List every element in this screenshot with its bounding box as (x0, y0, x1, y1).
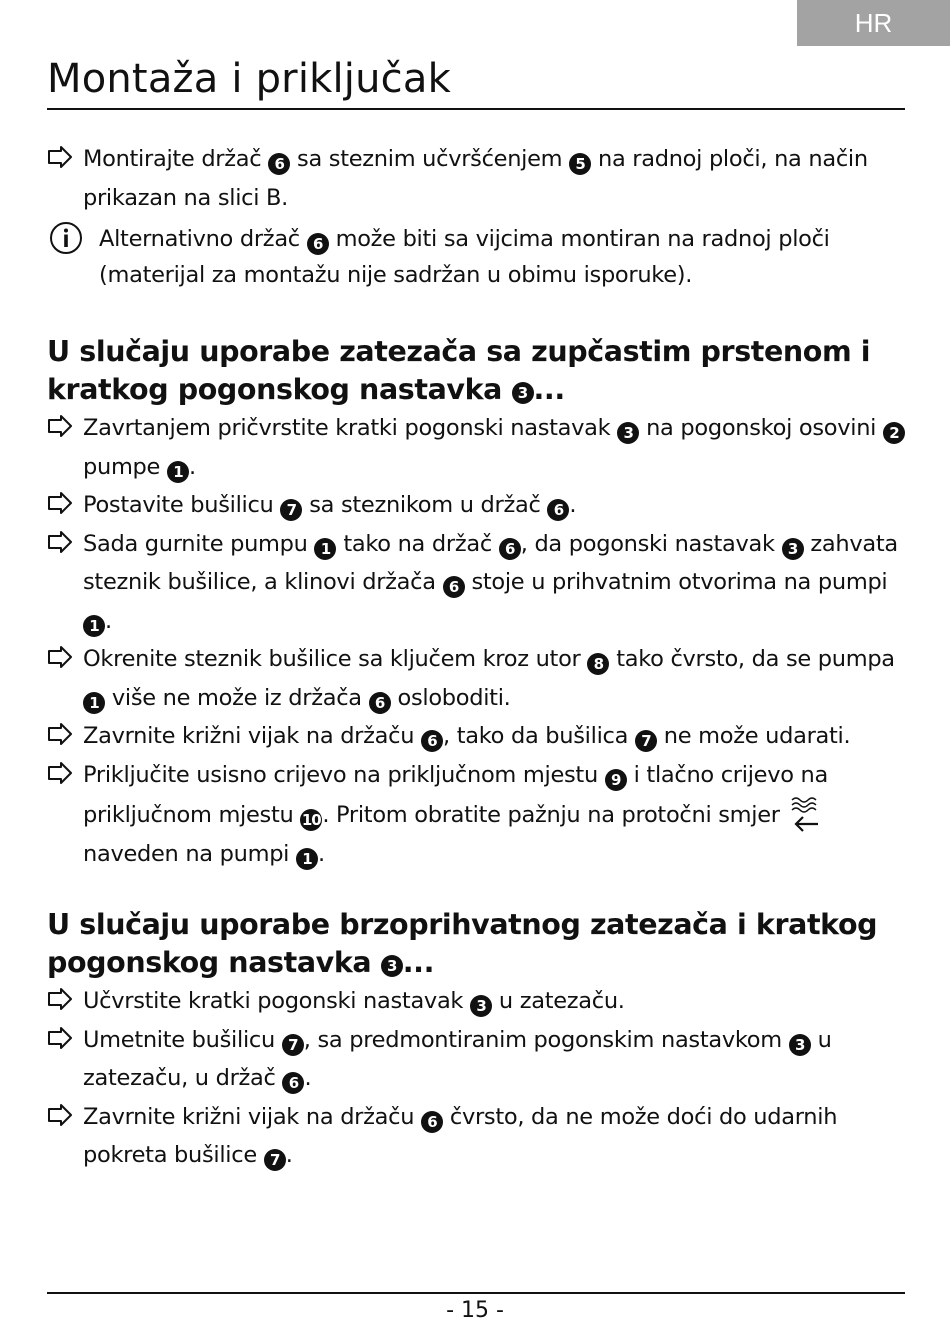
info-note (47, 221, 905, 293)
part-number-badge: 9 (605, 769, 627, 791)
hollow-arrow-icon (47, 762, 73, 784)
text-run: . (105, 607, 112, 634)
page-title: Montaža i priključak (47, 56, 451, 102)
hollow-arrow-icon (47, 646, 73, 668)
part-number-badge: 1 (83, 615, 105, 637)
text-run: u zatezaču. (492, 988, 625, 1014)
instruction-step (47, 486, 905, 525)
text-run: Okrenite steznik bušilice sa ključem kroz utor (83, 646, 588, 672)
section-heading (47, 333, 905, 409)
step-text (83, 762, 828, 867)
step-text (83, 723, 850, 749)
footer-divider (47, 1292, 905, 1294)
text-run: U slučaju uporabe zatezača sa zupčastim prstenom i kratkog pogonskog nastavka (47, 335, 871, 406)
section-gear-chuck (47, 333, 905, 873)
hollow-arrow-icon (47, 988, 73, 1010)
text-run: sa steznim učvršćenjem (290, 146, 570, 172)
hollow-arrow-icon (47, 1027, 73, 1049)
instruction-list (47, 409, 905, 873)
text-run: više ne može iz držača (105, 684, 369, 711)
part-number-badge: 6 (421, 1111, 443, 1133)
part-number-badge: 6 (421, 730, 443, 752)
part-number-badge: 6 (547, 499, 569, 521)
part-number-badge: 10 (301, 811, 321, 829)
instruction-step (47, 1021, 905, 1098)
part-number-badge: 8 (587, 653, 609, 675)
text-run: . (304, 1065, 312, 1091)
language-tab: HR (797, 0, 950, 46)
text-run: Montirajte držač (83, 146, 269, 172)
step-text (83, 415, 905, 480)
part-number-badge: 6 (307, 233, 329, 255)
text-run: Zavrnite križni vijak na držaču (83, 723, 422, 749)
part-number-badge: 1 (314, 538, 336, 560)
text-run: . (285, 1142, 293, 1168)
text-run: . Pritom obratite pažnju na protočni smjer (322, 802, 780, 828)
part-number-badge: 6 (499, 538, 521, 560)
text-run: Zavrtanjem pričvrstite kratki pogonski nastavak (83, 415, 618, 441)
title-divider (47, 108, 905, 110)
text-run: pumpe (83, 453, 167, 480)
text-run: Alternativno držač (99, 226, 307, 252)
page-number: - 15 - (446, 1298, 504, 1323)
text-run: čvrsto, da ne može doći do udarnih pokreta bušilice (83, 1103, 838, 1168)
part-number-badge: 7 (282, 1034, 304, 1056)
hollow-arrow-icon (47, 723, 73, 745)
part-number-badge: 3 (789, 1034, 811, 1056)
part-number-badge: 2 (883, 422, 905, 444)
flow-direction-icon (786, 794, 826, 834)
text-run: , sa predmontiranim pogonskim nastavkom (303, 1026, 789, 1053)
text-run: naveden na pumpi (83, 840, 296, 867)
part-number-badge: 3 (512, 382, 534, 404)
part-number-badge: 5 (569, 153, 591, 175)
part-number-badge: 1 (167, 461, 189, 483)
text-run: osloboditi. (390, 684, 511, 711)
instruction-step (47, 982, 905, 1021)
intro-block (47, 140, 905, 293)
note-text (99, 226, 830, 288)
text-run: Sada gurnite pumpu (83, 530, 315, 557)
part-number-badge: 3 (782, 538, 804, 560)
step-text (83, 531, 898, 634)
instruction-list (47, 982, 905, 1175)
text-run: . (318, 840, 325, 867)
part-number-badge: 7 (280, 499, 302, 521)
text-run: , tako da bušilica (443, 723, 635, 749)
text-run: tako na držač (336, 530, 499, 557)
section-quick-chuck (47, 906, 905, 1175)
part-number-badge: 6 (443, 576, 465, 598)
text-run: , da pogonski nastavak (520, 530, 782, 557)
hollow-arrow-icon (47, 492, 73, 514)
text-run: Priključite usisno crijevo na priključnom mjestu (83, 761, 605, 788)
part-number-badge: 7 (264, 1149, 286, 1171)
part-number-badge: 7 (635, 730, 657, 752)
hollow-arrow-icon (47, 1104, 73, 1126)
step-text (83, 988, 625, 1014)
part-number-badge: 6 (268, 153, 290, 175)
text-run: . (569, 492, 577, 518)
text-run: na radnoj ploči, na način prikazan na slici B. (83, 146, 868, 211)
hollow-arrow-icon (47, 146, 73, 168)
text-run: . (188, 453, 196, 480)
text-run: ... (402, 946, 435, 979)
text-run: može biti sa vijcima montiran na radnoj ploči (materijal za montažu nije sadržan u obimu isporuke). (99, 226, 830, 288)
text-run: Zavrnite križni vijak na držaču (83, 1103, 422, 1130)
hollow-arrow-icon (47, 531, 73, 553)
step-text (83, 646, 895, 711)
part-number-badge: 1 (83, 692, 105, 714)
step-text (83, 1104, 837, 1169)
text-run: stoje u prihvatnim otvorima na pumpi (464, 569, 888, 595)
instruction-step (47, 140, 905, 217)
part-number-badge: 3 (617, 422, 639, 444)
text-run: Učvrstite kratki pogonski nastavak (83, 988, 471, 1014)
step-text (83, 492, 576, 518)
step-text (83, 146, 868, 211)
part-number-badge: 1 (296, 848, 318, 870)
instruction-step (47, 756, 905, 874)
text-run: ... (533, 373, 565, 406)
part-number-badge: 6 (369, 692, 391, 714)
step-text (83, 1027, 832, 1092)
instruction-step (47, 525, 905, 641)
text-run: zahvata steznik bušilice, a klinovi držača (83, 530, 898, 595)
text-run: na pogonskoj osovini (639, 415, 883, 441)
info-icon (49, 221, 83, 255)
text-run: Postavite bušilicu (83, 492, 281, 518)
part-number-badge: 6 (282, 1072, 304, 1094)
part-number-badge: 3 (381, 955, 403, 977)
part-number-badge: 3 (470, 995, 492, 1017)
text-run: u zatezaču, u držač (83, 1026, 832, 1091)
text-run: i tlačno crijevo na priključnom mjestu (83, 761, 828, 828)
instruction-step (47, 409, 905, 486)
section-heading (47, 906, 905, 982)
text-run: sa steznikom u držač (302, 492, 548, 518)
instruction-step (47, 1098, 905, 1175)
instruction-step (47, 717, 905, 756)
instruction-step (47, 640, 905, 717)
hollow-arrow-icon (47, 415, 73, 437)
text-run: ne može udarati. (656, 723, 851, 749)
text-run: U slučaju uporabe brzoprihvatnog zatezača i kratkog pogonskog nastavka (47, 908, 878, 979)
text-run: Umetnite bušilicu (83, 1026, 282, 1053)
text-run: tako čvrsto, da se pumpa (609, 646, 895, 672)
